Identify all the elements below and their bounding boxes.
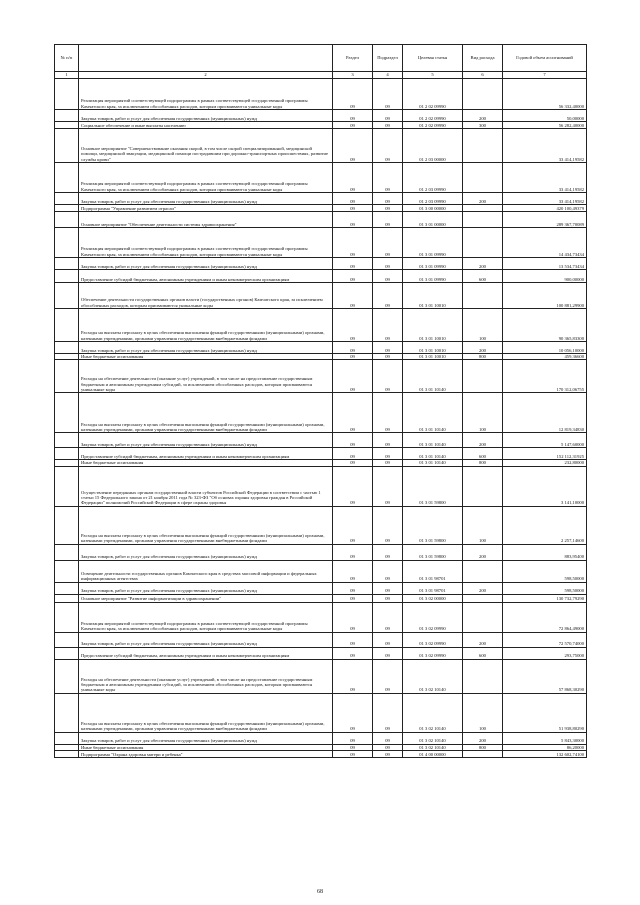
row-name-cell: Расходы на выплаты персоналу в целях обеспечения выполнения функций государственными (муниципальными) органами, казенными учреждениями, органами управления государственными внебюджетными фондами xyxy=(79,693,333,732)
row-name-cell: Реализация мероприятий соответствующей подпрограммы в рамках соответствующей государственной программы Камчатского края, за исключением обособленных расходов, которым присваиваются уникальные коды xyxy=(79,602,333,632)
row-number-cell xyxy=(55,560,79,582)
razdel-cell: 09 xyxy=(333,460,373,466)
row-number-cell xyxy=(55,212,79,228)
csr-cell: 01 3 01 10140 xyxy=(403,360,463,393)
row-name-cell: Подпрограмма "Управление развитием отрасли" xyxy=(79,205,333,212)
sum-cell: 3 141,10000 xyxy=(503,466,587,506)
vr-cell: 200 xyxy=(463,732,503,744)
podrazdel-cell: 09 xyxy=(373,448,403,460)
budget-table xyxy=(54,44,587,758)
row-number-cell xyxy=(55,659,79,693)
sum-cell: 57 868,30290 xyxy=(503,659,587,693)
row-name-cell: Основное мероприятие "Совершенствование оказания скорой, в том числе скорой специализированной, медицинской помощи, медицинской эвакуации, медицинской помощи пострадавшим при дорожно-транспортных происшествиях, развитие службы крови" xyxy=(79,129,333,163)
podrazdel-cell: 09 xyxy=(373,309,403,342)
podrazdel-cell: 09 xyxy=(373,433,403,448)
table-row xyxy=(55,129,587,163)
vr-cell xyxy=(463,212,503,228)
row-name-cell: Расходы на выплаты персоналу в целях обеспечения выполнения функций государственными (муниципальными) органами, казенными учреждениями, органами управления государственными внебюджетными фондами xyxy=(79,309,333,342)
row-name-cell: Реализация мероприятий соответствующей подпрограммы в рамках соответствующей государственной программы Камчатского края, за исключением обособленных расходов, которым присваиваются уникальные коды xyxy=(79,228,333,258)
podrazdel-cell: 09 xyxy=(373,360,403,393)
page-number: 68 xyxy=(317,889,323,895)
table-row xyxy=(55,594,587,602)
sum-cell: 232,80000 xyxy=(503,460,587,466)
row-number-cell xyxy=(55,342,79,354)
row-name-cell: Обеспечение деятельности государственных органов власти (государственных органов) Камчатского края, за исключением обособленных расходов, которым присваиваются уникальные коды xyxy=(79,283,333,309)
header-name xyxy=(79,45,333,72)
row-name-cell: Основное мероприятие "Развитие информатизации в здравоохранении" xyxy=(79,594,333,602)
sum-cell: 900,00000 xyxy=(503,270,587,283)
column-number-row xyxy=(55,72,587,79)
row-name-cell: Предоставление субсидий бюджетным, автономным учреждениям и иным некоммерческим организациям xyxy=(79,448,333,460)
podrazdel-cell: 09 xyxy=(373,732,403,744)
razdel-cell: 09 xyxy=(333,602,373,632)
podrazdel-cell: 09 xyxy=(373,79,403,110)
razdel-cell: 09 xyxy=(333,228,373,258)
row-number-cell xyxy=(55,751,79,758)
table-row xyxy=(55,466,587,506)
table-row xyxy=(55,110,587,122)
sum-cell: 130 732,79290 xyxy=(503,594,587,602)
razdel-cell: 09 xyxy=(333,354,373,360)
row-name-cell: Закупка товаров, работ и услуг для обеспечения государственных (муниципальных) нужд xyxy=(79,342,333,354)
row-number-cell xyxy=(55,433,79,448)
razdel-cell: 09 xyxy=(333,732,373,744)
csr-cell: 01 4 00 00000 xyxy=(403,751,463,758)
row-number-cell xyxy=(55,360,79,393)
vr-cell: 800 xyxy=(463,354,503,360)
table-row xyxy=(55,693,587,732)
razdel-cell: 09 xyxy=(333,163,373,193)
razdel-cell: 09 xyxy=(333,342,373,354)
row-number-cell xyxy=(55,732,79,744)
row-number-cell xyxy=(55,110,79,122)
razdel-cell: 09 xyxy=(333,647,373,659)
sum-cell: 72 570,74000 xyxy=(503,632,587,647)
sum-cell: 33 414,19582 xyxy=(503,193,587,205)
row-name-cell: Предоставление субсидий бюджетным, автономным учреждениям и иным некоммерческим организациям xyxy=(79,647,333,659)
podrazdel-cell: 09 xyxy=(373,163,403,193)
sum-cell: 33 414,19582 xyxy=(503,163,587,193)
sum-cell: 33 414,19582 xyxy=(503,129,587,163)
sum-cell: 5 843,30000 xyxy=(503,732,587,744)
vr-cell xyxy=(463,129,503,163)
table-row xyxy=(55,342,587,354)
razdel-cell: 09 xyxy=(333,448,373,460)
row-name-cell: Закупка товаров, работ и услуг для обеспечения государственных (муниципальных) нужд xyxy=(79,258,333,270)
razdel-cell: 09 xyxy=(333,544,373,560)
vr-cell: 100 xyxy=(463,506,503,544)
row-number-cell xyxy=(55,228,79,258)
row-number-cell xyxy=(55,193,79,205)
table-row xyxy=(55,732,587,744)
sum-cell: 86,20000 xyxy=(503,744,587,750)
table-row xyxy=(55,544,587,560)
sum-cell: 51 938,80290 xyxy=(503,693,587,732)
table-row xyxy=(55,560,587,582)
table-header-row xyxy=(55,45,587,72)
row-number-cell xyxy=(55,632,79,647)
podrazdel-cell: 09 xyxy=(373,122,403,129)
row-number-cell xyxy=(55,122,79,129)
row-name-cell: Закупка товаров, работ и услуг для обеспечения государственных (муниципальных) нужд xyxy=(79,110,333,122)
header-csr: Целевая статья xyxy=(403,45,463,72)
vr-cell xyxy=(463,79,503,110)
row-name-cell: Освещение деятельности государственных органов Камчатского края в средствах массовой информации и федеральных информационных агентствах xyxy=(79,560,333,582)
row-name-cell: Иные бюджетные ассигнования xyxy=(79,744,333,750)
vr-cell: 600 xyxy=(463,270,503,283)
razdel-cell: 09 xyxy=(333,744,373,750)
row-name-cell: Закупка товаров, работ и услуг для обеспечения государственных (муниципальных) нужд xyxy=(79,732,333,744)
column-number: 5 xyxy=(403,72,463,79)
sum-cell: 459,36600 xyxy=(503,354,587,360)
sum-cell: 72 864,49000 xyxy=(503,602,587,632)
csr-cell: 01 3 01 10140 xyxy=(403,393,463,433)
table-row xyxy=(55,122,587,129)
row-name-cell: Закупка товаров, работ и услуг для обеспечения государственных (муниципальных) нужд xyxy=(79,544,333,560)
csr-cell: 01 3 02 10140 xyxy=(403,744,463,750)
row-name-cell: Расходы на выплаты персоналу в целях обеспечения выполнения функций государственными (муниципальными) органами, казенными учреждениями, органами управления государственными внебюджетными фондами xyxy=(79,393,333,433)
table-row xyxy=(55,258,587,270)
razdel-cell: 09 xyxy=(333,283,373,309)
header-sum: Годовой объем ассигнований xyxy=(503,45,587,72)
sum-cell: 12 819,34830 xyxy=(503,393,587,433)
row-number-cell xyxy=(55,448,79,460)
row-number-cell xyxy=(55,129,79,163)
podrazdel-cell: 09 xyxy=(373,647,403,659)
vr-cell xyxy=(463,659,503,693)
column-number: 3 xyxy=(333,72,373,79)
vr-cell: 300 xyxy=(463,122,503,129)
row-name-cell: Расходы на обеспечение деятельности (оказание услуг) учреждений, в том числе на предоставление государственным бюджетным и автономным учреждениям субсидий, за исключением обособленных расходов, которым присваиваются уникальные коды xyxy=(79,659,333,693)
vr-cell xyxy=(463,360,503,393)
razdel-cell: 09 xyxy=(333,433,373,448)
vr-cell: 200 xyxy=(463,632,503,647)
vr-cell: 600 xyxy=(463,647,503,659)
row-name-cell: Реализация мероприятий соответствующей подпрограммы в рамках соответствующей государственной программы Камчатского края, за исключением обособленных расходов, которым присваиваются уникальные коды xyxy=(79,163,333,193)
row-name-cell: Осуществление переданных органам государственной власти субъектов Российской Федерации в соответствии с частью 1 статьи 15 Федерального закона от 21 ноября 2011 года № 323-ФЗ "Об основах охраны здоровья граждан в Российской Федерации" полномочий Российской Федерации в сфере охраны здоровья xyxy=(79,466,333,506)
row-number-cell xyxy=(55,506,79,544)
razdel-cell: 09 xyxy=(333,212,373,228)
table-row xyxy=(55,433,587,448)
row-name-cell: Предоставление субсидий бюджетным, автономным учреждениям и иным некоммерческим организациям xyxy=(79,270,333,283)
csr-cell: 01 2 03 09990 xyxy=(403,163,463,193)
podrazdel-cell: 09 xyxy=(373,460,403,466)
table-row xyxy=(55,659,587,693)
podrazdel-cell: 09 xyxy=(373,393,403,433)
table-row xyxy=(55,79,587,110)
csr-cell: 01 3 01 10010 xyxy=(403,283,463,309)
csr-cell: 01 3 01 98701 xyxy=(403,560,463,582)
csr-cell: 01 2 02 09990 xyxy=(403,110,463,122)
row-name-cell: Расходы на обеспечение деятельности (оказание услуг) учреждений, в том числе на предоставление государственным бюджетным и автономным учреждениям субсидий, за исключением обособленных расходов, которым присваиваются уникальные коды xyxy=(79,360,333,393)
podrazdel-cell: 09 xyxy=(373,594,403,602)
sum-cell: 883,95400 xyxy=(503,544,587,560)
csr-cell: 01 2 03 00000 xyxy=(403,129,463,163)
table-row xyxy=(55,205,587,212)
vr-cell: 200 xyxy=(463,582,503,594)
column-number: 2 xyxy=(79,72,333,79)
vr-cell: 100 xyxy=(463,309,503,342)
sum-cell: 598,50000 xyxy=(503,582,587,594)
row-number-cell xyxy=(55,163,79,193)
csr-cell: 01 2 02 09990 xyxy=(403,122,463,129)
csr-cell: 01 3 01 00000 xyxy=(403,212,463,228)
sum-cell: 10 056,10000 xyxy=(503,342,587,354)
razdel-cell: 09 xyxy=(333,582,373,594)
csr-cell: 01 3 01 10140 xyxy=(403,433,463,448)
razdel-cell: 09 xyxy=(333,506,373,544)
csr-cell: 01 2 03 09990 xyxy=(403,193,463,205)
razdel-cell: 09 xyxy=(333,110,373,122)
table-row xyxy=(55,283,587,309)
vr-cell: 200 xyxy=(463,193,503,205)
sum-cell: 2 257,14600 xyxy=(503,506,587,544)
sum-cell: 289 367,70089 xyxy=(503,212,587,228)
razdel-cell: 09 xyxy=(333,205,373,212)
row-number-cell xyxy=(55,544,79,560)
table-row xyxy=(55,448,587,460)
column-number: 6 xyxy=(463,72,503,79)
row-name-cell: Подпрограмма "Охрана здоровья матери и ребенка" xyxy=(79,751,333,758)
header-num: № п/п xyxy=(55,45,79,72)
sum-cell: 420 100,49379 xyxy=(503,205,587,212)
vr-cell xyxy=(463,283,503,309)
csr-cell: 01 3 01 09990 xyxy=(403,258,463,270)
csr-cell: 01 3 02 10140 xyxy=(403,693,463,732)
razdel-cell: 09 xyxy=(333,659,373,693)
podrazdel-cell: 09 xyxy=(373,129,403,163)
vr-cell: 800 xyxy=(463,460,503,466)
row-number-cell xyxy=(55,393,79,433)
header-vr: Вид расхода xyxy=(463,45,503,72)
sum-cell: 598,50000 xyxy=(503,560,587,582)
row-number-cell xyxy=(55,283,79,309)
row-name-cell: Закупка товаров, работ и услуг для обеспечения государственных (муниципальных) нужд xyxy=(79,632,333,647)
row-number-cell xyxy=(55,258,79,270)
sum-cell: 90 365,83300 xyxy=(503,309,587,342)
sum-cell: 100 881,29900 xyxy=(503,283,587,309)
row-number-cell xyxy=(55,693,79,732)
table-row xyxy=(55,602,587,632)
row-number-cell xyxy=(55,270,79,283)
table-body xyxy=(55,79,587,758)
vr-cell xyxy=(463,602,503,632)
razdel-cell: 09 xyxy=(333,258,373,270)
podrazdel-cell: 09 xyxy=(373,354,403,360)
podrazdel-cell: 09 xyxy=(373,342,403,354)
razdel-cell: 09 xyxy=(333,466,373,506)
row-number-cell xyxy=(55,205,79,212)
vr-cell: 200 xyxy=(463,258,503,270)
podrazdel-cell: 09 xyxy=(373,466,403,506)
row-name-cell: Социальное обеспечение и иные выплаты населению xyxy=(79,122,333,129)
podrazdel-cell: 09 xyxy=(373,212,403,228)
row-name-cell: Закупка товаров, работ и услуг для обеспечения государственных (муниципальных) нужд xyxy=(79,193,333,205)
row-name-cell: Иные бюджетные ассигнования xyxy=(79,460,333,466)
podrazdel-cell: 09 xyxy=(373,205,403,212)
sum-cell: 293,75000 xyxy=(503,647,587,659)
table-row xyxy=(55,212,587,228)
vr-cell xyxy=(463,594,503,602)
podrazdel-cell: 09 xyxy=(373,270,403,283)
csr-cell: 01 3 02 09990 xyxy=(403,647,463,659)
razdel-cell: 09 xyxy=(333,193,373,205)
column-number: 1 xyxy=(55,72,79,79)
table-row xyxy=(55,360,587,393)
podrazdel-cell: 09 xyxy=(373,506,403,544)
podrazdel-cell: 09 xyxy=(373,544,403,560)
row-name-cell: Основное мероприятие "Обеспечение деятельности системы здравоохранения" xyxy=(79,212,333,228)
table-row xyxy=(55,632,587,647)
vr-cell xyxy=(463,751,503,758)
table-row xyxy=(55,582,587,594)
sum-cell: 132 602,74100 xyxy=(503,751,587,758)
sum-cell: 13 534,73434 xyxy=(503,258,587,270)
row-name-cell: Расходы на выплаты персоналу в целях обеспечения выполнения функций государственными (муниципальными) органами, казенными учреждениями, органами управления государственными внебюджетными фондами xyxy=(79,506,333,544)
podrazdel-cell: 09 xyxy=(373,602,403,632)
table-row xyxy=(55,228,587,258)
csr-cell: 01 3 01 10140 xyxy=(403,460,463,466)
csr-cell: 01 3 01 59800 xyxy=(403,506,463,544)
table-row xyxy=(55,270,587,283)
razdel-cell: 09 xyxy=(333,309,373,342)
podrazdel-cell: 09 xyxy=(373,110,403,122)
vr-cell: 200 xyxy=(463,342,503,354)
razdel-cell: 09 xyxy=(333,594,373,602)
sum-cell: 170 312,06755 xyxy=(503,360,587,393)
table-row xyxy=(55,193,587,205)
row-number-cell xyxy=(55,602,79,632)
razdel-cell: 09 xyxy=(333,632,373,647)
csr-cell: 01 3 02 10140 xyxy=(403,732,463,744)
csr-cell: 01 3 02 09990 xyxy=(403,602,463,632)
podrazdel-cell: 09 xyxy=(373,751,403,758)
budget-document xyxy=(54,44,586,758)
table-row xyxy=(55,163,587,193)
csr-cell: 01 3 01 10010 xyxy=(403,342,463,354)
csr-cell: 01 3 01 59800 xyxy=(403,544,463,560)
podrazdel-cell: 09 xyxy=(373,632,403,647)
header-razdel: Раздел xyxy=(333,45,373,72)
column-number: 4 xyxy=(373,72,403,79)
table-row xyxy=(55,309,587,342)
row-number-cell xyxy=(55,466,79,506)
podrazdel-cell: 09 xyxy=(373,659,403,693)
csr-cell: 01 3 02 09990 xyxy=(403,632,463,647)
table-row xyxy=(55,393,587,433)
table-row xyxy=(55,647,587,659)
row-number-cell xyxy=(55,309,79,342)
razdel-cell: 09 xyxy=(333,360,373,393)
vr-cell: 200 xyxy=(463,544,503,560)
csr-cell: 01 3 01 10010 xyxy=(403,309,463,342)
vr-cell: 800 xyxy=(463,744,503,750)
sum-cell: 5 147,60000 xyxy=(503,433,587,448)
csr-cell: 01 3 01 09990 xyxy=(403,228,463,258)
vr-cell: 100 xyxy=(463,393,503,433)
table-row xyxy=(55,751,587,758)
podrazdel-cell: 09 xyxy=(373,744,403,750)
podrazdel-cell: 09 xyxy=(373,258,403,270)
csr-cell: 01 3 02 10140 xyxy=(403,659,463,693)
razdel-cell: 09 xyxy=(333,122,373,129)
podrazdel-cell: 09 xyxy=(373,560,403,582)
razdel-cell: 09 xyxy=(333,129,373,163)
razdel-cell: 09 xyxy=(333,560,373,582)
csr-cell: 01 3 01 09990 xyxy=(403,270,463,283)
table-row xyxy=(55,506,587,544)
vr-cell: 100 xyxy=(463,693,503,732)
podrazdel-cell: 09 xyxy=(373,693,403,732)
vr-cell xyxy=(463,163,503,193)
csr-cell: 01 3 02 00000 xyxy=(403,594,463,602)
csr-cell: 01 2 02 09990 xyxy=(403,79,463,110)
razdel-cell: 09 xyxy=(333,270,373,283)
podrazdel-cell: 09 xyxy=(373,283,403,309)
podrazdel-cell: 09 xyxy=(373,228,403,258)
row-name-cell: Реализация мероприятий соответствующей подпрограммы в рамках соответствующей государственной программы Камчатского края, за исключением обособленных расходов, которым присваиваются уникальные коды xyxy=(79,79,333,110)
csr-cell: 01 3 01 98701 xyxy=(403,582,463,594)
column-number: 7 xyxy=(503,72,587,79)
vr-cell xyxy=(463,466,503,506)
podrazdel-cell: 09 xyxy=(373,582,403,594)
csr-cell: 01 3 01 10140 xyxy=(403,448,463,460)
row-number-cell xyxy=(55,647,79,659)
sum-cell: 56 282,40000 xyxy=(503,122,587,129)
vr-cell: 200 xyxy=(463,433,503,448)
header-podrazdel: Подраздел xyxy=(373,45,403,72)
csr-cell: 01 3 01 59800 xyxy=(403,466,463,506)
sum-cell: 56 332,40000 xyxy=(503,79,587,110)
vr-cell xyxy=(463,228,503,258)
csr-cell: 01 3 00 00000 xyxy=(403,205,463,212)
razdel-cell: 09 xyxy=(333,693,373,732)
sum-cell: 50,00000 xyxy=(503,110,587,122)
vr-cell: 600 xyxy=(463,448,503,460)
row-number-cell xyxy=(55,594,79,602)
podrazdel-cell: 09 xyxy=(373,193,403,205)
csr-cell: 01 3 01 10010 xyxy=(403,354,463,360)
vr-cell xyxy=(463,560,503,582)
razdel-cell: 09 xyxy=(333,393,373,433)
razdel-cell: 09 xyxy=(333,751,373,758)
sum-cell: 14 434,73434 xyxy=(503,228,587,258)
vr-cell: 200 xyxy=(463,110,503,122)
row-name-cell: Закупка товаров, работ и услуг для обеспечения государственных (муниципальных) нужд xyxy=(79,582,333,594)
row-number-cell xyxy=(55,79,79,110)
row-number-cell xyxy=(55,582,79,594)
row-name-cell: Закупка товаров, работ и услуг для обеспечения государственных (муниципальных) нужд xyxy=(79,433,333,448)
sum-cell: 152 112,31925 xyxy=(503,448,587,460)
razdel-cell: 09 xyxy=(333,79,373,110)
vr-cell xyxy=(463,205,503,212)
row-name-cell: Иные бюджетные ассигнования xyxy=(79,354,333,360)
